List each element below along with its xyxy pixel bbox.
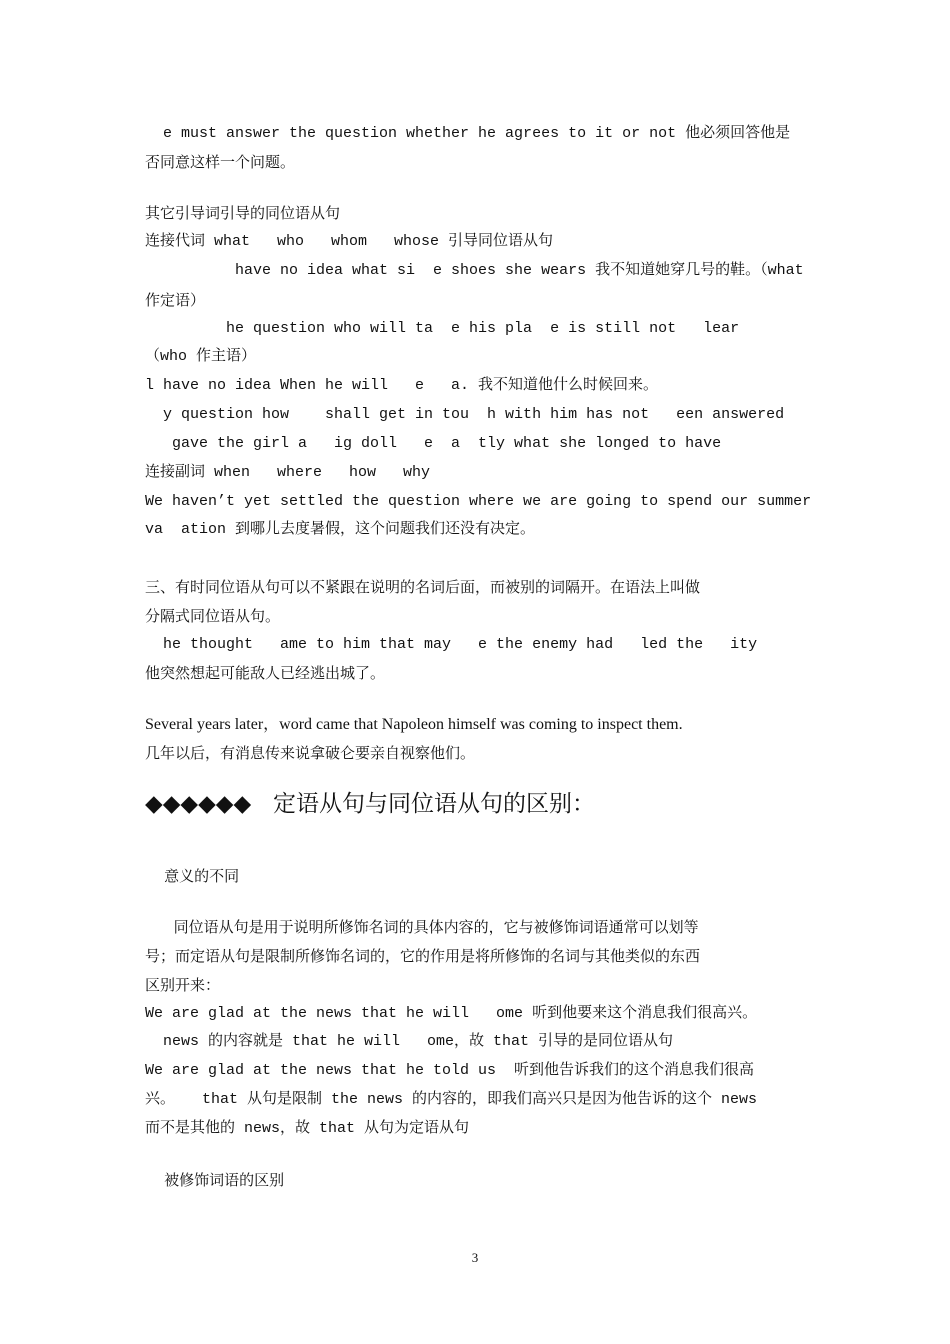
text-line: y question how shall get in tou h with him has not een answered bbox=[145, 406, 785, 423]
text-line: 作定语） bbox=[145, 291, 206, 309]
text-line: have no idea what si e shoes she wears 我不知道她穿几号的鞋。（what bbox=[145, 262, 804, 279]
text-line: 号；而定语从句是限制所修饰名词的，它的作用是将所修饰的名词与其他类似的东西 bbox=[145, 947, 701, 965]
text-line: We are glad at the news that he will ome 听到他要来这个消息我们很高兴。 bbox=[145, 1005, 758, 1022]
text-line: news 的内容就是 that he will ome，故 that 引导的是同位语从句 bbox=[145, 1033, 674, 1050]
text-line: he question who will ta e his pla e is still not lear bbox=[145, 320, 740, 337]
text-line: 他突然想起可能敌人已经逃出城了。 bbox=[145, 664, 386, 682]
text-line: l have no idea When he will e a. 我不知道他什么时候回来。 bbox=[145, 377, 659, 394]
text-line: 连接副词 when where how why bbox=[145, 464, 431, 481]
text-line: gave the girl a ig doll e a tly what she longed to have bbox=[145, 435, 722, 452]
text-line: 否同意这样一个问题。 bbox=[145, 153, 296, 171]
text-line: We are glad at the news that he told us 听到他告诉我们的这个消息我们很高 bbox=[145, 1062, 755, 1079]
text-line: 而不是其他的 news，故 that 从句为定语从句 bbox=[145, 1120, 470, 1137]
text-line: We haven’t yet settled the question where we are going to spend our summer bbox=[145, 493, 812, 510]
subheading: 意义的不同 bbox=[145, 867, 240, 885]
text-line: 几年以后，有消息传来说拿破仑要亲自视察他们。 bbox=[145, 744, 476, 762]
text-line: 其它引导词引导的同位语从句 bbox=[145, 204, 341, 222]
text-line: va ation 到哪儿去度暑假，这个问题我们还没有决定。 bbox=[145, 521, 536, 538]
text-line: Several years later，word came that Napoleon himself was coming to inspect them. bbox=[145, 716, 683, 733]
text-line: he thought ame to him that may e the enemy had led the ity bbox=[145, 636, 758, 653]
text-line: 连接代词 what who whom whose 引导同位语从句 bbox=[145, 233, 554, 250]
text-line: 同位语从句是用于说明所修饰名词的具体内容的，它与被修饰词语通常可以划等 bbox=[145, 918, 699, 936]
page-number: 3 bbox=[471, 1250, 479, 1265]
text-line: 分隔式同位语从句。 bbox=[145, 607, 281, 625]
text-line: 兴。 that 从句是限制 the news 的内容的，即我们高兴只是因为他告诉的这个 news bbox=[145, 1091, 758, 1108]
text-line: e must answer the question whether he agrees to it or not 他必须回答他是 bbox=[145, 125, 791, 142]
text-line: 区别开来： bbox=[145, 976, 221, 994]
section-heading: ◆◆◆◆◆◆ 定语从句与同位语从句的区别： bbox=[145, 791, 596, 817]
text-line: （who 作主语） bbox=[145, 348, 257, 365]
subheading: 被修饰词语的区别 bbox=[145, 1171, 285, 1189]
text-line: 三、有时同位语从句可以不紧跟在说明的名词后面，而被别的词隔开。在语法上叫做 bbox=[145, 578, 701, 596]
